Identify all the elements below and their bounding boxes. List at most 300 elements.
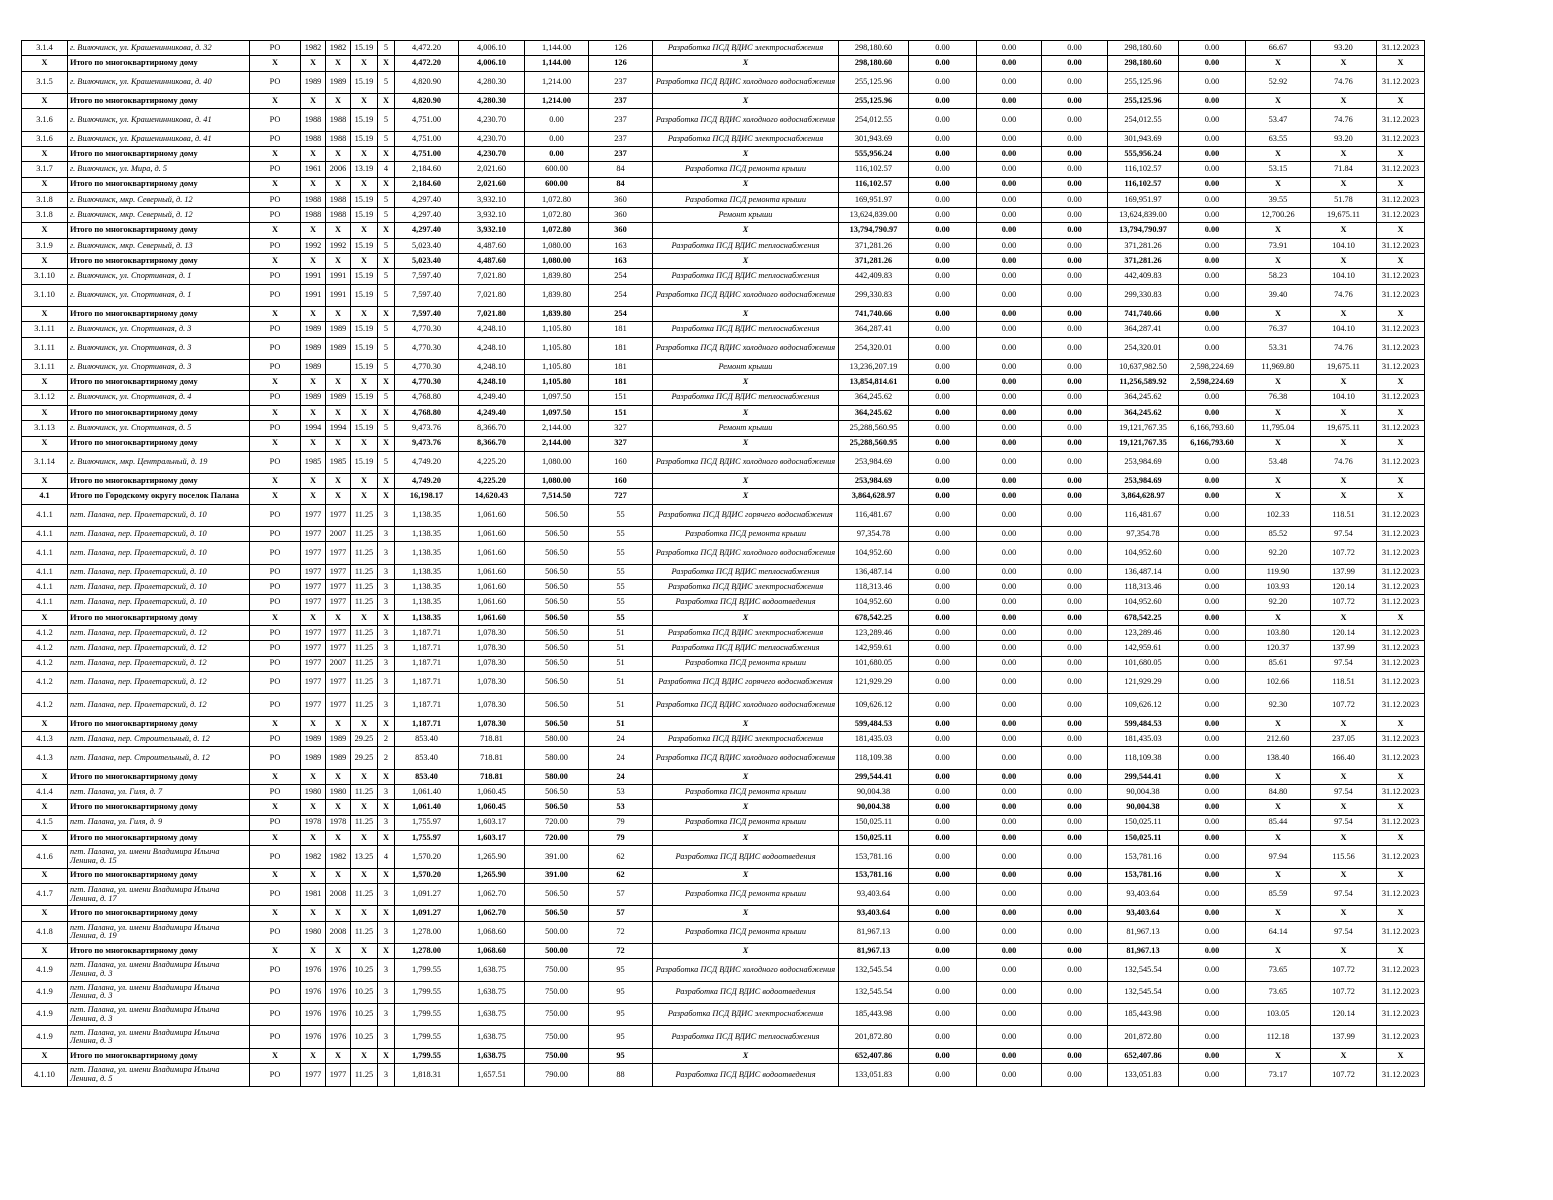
cell-cost-regional: 0.00 — [977, 504, 1042, 526]
cell-y-overhaul: X — [326, 307, 351, 322]
cell-no: X — [22, 610, 68, 625]
cell-wear: 15.19 — [351, 284, 378, 306]
cell-area-other: 1,105.80 — [525, 360, 589, 375]
cell-deadline: 31.12.2023 — [1377, 284, 1425, 306]
cell-max-unit-cost: 51.78 — [1311, 192, 1377, 207]
cell-wear: 11.25 — [351, 921, 378, 943]
cell-area-other: 1,072.80 — [525, 192, 589, 207]
cell-area-total: 4,751.00 — [395, 131, 459, 146]
cell-residents: 55 — [589, 542, 653, 564]
cell-work-type: Разработка ПСД ВДИС теплоснабжения — [653, 641, 839, 656]
cell-work-type: Разработка ПСД ВДИС холодного водоснабжения — [653, 694, 839, 716]
cell-no: 3.1.8 — [22, 192, 68, 207]
cell-area-other: 600.00 — [525, 177, 589, 192]
table-row — [22, 527, 1425, 542]
cell-area-total: 1,570.20 — [395, 846, 459, 868]
cell-area-total: 4,820.90 — [395, 93, 459, 108]
table-row — [22, 595, 1425, 610]
cell-cost-local: 0.00 — [1042, 451, 1108, 473]
cell-floors: 2 — [378, 747, 395, 769]
cell-cost-federal: 0.00 — [909, 238, 977, 253]
cell-cost-other: 0.00 — [1179, 527, 1246, 542]
cell-fund: X — [250, 405, 301, 420]
cell-area-other: 750.00 — [525, 1048, 589, 1063]
cell-address: Итого по Городскому округу поселок Палана — [68, 489, 250, 504]
cell-cost-owners: 97,354.78 — [1108, 527, 1179, 542]
cell-no: 4.1.8 — [22, 921, 68, 943]
cell-residents: 24 — [589, 769, 653, 784]
cell-residents: 181 — [589, 337, 653, 359]
cell-address: пгт. Палана, ул. Гиля, д. 9 — [68, 815, 250, 830]
cell-y-built: 1977 — [301, 504, 326, 526]
cell-y-built: 1991 — [301, 269, 326, 284]
cell-unit-cost: 52.92 — [1246, 71, 1311, 93]
cell-area-total: 4,820.90 — [395, 71, 459, 93]
cell-wear: 10.25 — [351, 1004, 378, 1026]
cell-cost-federal: 0.00 — [909, 421, 977, 436]
cell-fund: X — [250, 307, 301, 322]
cell-fund: РО — [250, 580, 301, 595]
cell-address: пгт. Палана, пер. Пролетарский, д. 12 — [68, 656, 250, 671]
cell-work-type: Разработка ПСД ВДИС электроснабжения — [653, 41, 839, 56]
cell-cost-other: 0.00 — [1179, 747, 1246, 769]
cell-cost-regional: 0.00 — [977, 177, 1042, 192]
cell-unit-cost: 120.37 — [1246, 641, 1311, 656]
cell-address: Итого по многоквартирному дому — [68, 906, 250, 921]
cell-cost-federal: 0.00 — [909, 815, 977, 830]
cell-wear: 10.25 — [351, 959, 378, 981]
cell-deadline: 31.12.2023 — [1377, 109, 1425, 131]
cell-y-overhaul: X — [326, 223, 351, 238]
cell-cost-other: 6,166,793.60 — [1179, 421, 1246, 436]
cell-cost-local: 0.00 — [1042, 269, 1108, 284]
cell-cost-local: 0.00 — [1042, 527, 1108, 542]
cell-area-living: 1,078.30 — [459, 656, 525, 671]
cell-cost-federal: 0.00 — [909, 223, 977, 238]
cell-y-overhaul: X — [326, 830, 351, 845]
cell-area-total: 4,770.30 — [395, 322, 459, 337]
cell-cost-federal: 0.00 — [909, 868, 977, 883]
cell-cost-other: 0.00 — [1179, 921, 1246, 943]
cell-max-unit-cost: X — [1311, 943, 1377, 958]
cell-fund: X — [250, 868, 301, 883]
cell-work-type: X — [653, 868, 839, 883]
cell-cost-local: 0.00 — [1042, 610, 1108, 625]
cell-cost-owners: 299,544.41 — [1108, 769, 1179, 784]
total-row — [22, 868, 1425, 883]
cell-max-unit-cost: 93.20 — [1311, 41, 1377, 56]
cell-floors: X — [378, 474, 395, 489]
cell-cost-other: 0.00 — [1179, 641, 1246, 656]
cell-area-total: 4,770.30 — [395, 337, 459, 359]
cell-unit-cost: 85.44 — [1246, 815, 1311, 830]
cell-floors: 3 — [378, 883, 395, 905]
cell-y-built: X — [301, 177, 326, 192]
cell-deadline: X — [1377, 489, 1425, 504]
cell-cost-local: 0.00 — [1042, 595, 1108, 610]
table-row — [22, 883, 1425, 905]
cell-cost-regional: 0.00 — [977, 223, 1042, 238]
cell-cost-owners: 136,487.14 — [1108, 564, 1179, 579]
cell-area-other: 580.00 — [525, 769, 589, 784]
cell-fund: РО — [250, 208, 301, 223]
cell-area-other: 1,080.00 — [525, 474, 589, 489]
cell-work-type: X — [653, 769, 839, 784]
cell-cost-owners: 3,864,628.97 — [1108, 489, 1179, 504]
cell-fund: РО — [250, 71, 301, 93]
cell-y-overhaul: 1978 — [326, 815, 351, 830]
cell-wear: X — [351, 405, 378, 420]
cell-cost-regional: 0.00 — [977, 716, 1042, 731]
cell-floors: 3 — [378, 656, 395, 671]
cell-address: пгт. Палана, пер. Строительный, д. 12 — [68, 732, 250, 747]
cell-address: пгт. Палана, пер. Пролетарский, д. 12 — [68, 626, 250, 641]
cell-cost-local: 0.00 — [1042, 943, 1108, 958]
cell-area-other: 506.50 — [525, 800, 589, 815]
cell-cost-total: 104,952.60 — [839, 595, 909, 610]
cell-residents: 237 — [589, 131, 653, 146]
cell-area-living: 1,062.70 — [459, 906, 525, 921]
cell-cost-total: 81,967.13 — [839, 943, 909, 958]
cell-unit-cost: 92.20 — [1246, 542, 1311, 564]
cell-fund: X — [250, 716, 301, 731]
cell-address: Итого по многоквартирному дому — [68, 716, 250, 731]
table-row — [22, 846, 1425, 868]
cell-cost-owners: 153,781.16 — [1108, 846, 1179, 868]
cell-y-overhaul: 1980 — [326, 785, 351, 800]
cell-deadline: X — [1377, 307, 1425, 322]
cell-cost-other: 0.00 — [1179, 223, 1246, 238]
cell-cost-total: 150,025.11 — [839, 830, 909, 845]
cell-area-living: 1,638.75 — [459, 1048, 525, 1063]
table-row — [22, 656, 1425, 671]
cell-y-built: 1980 — [301, 921, 326, 943]
cell-work-type: Разработка ПСД ВДИС теплоснабжения — [653, 322, 839, 337]
cell-floors: X — [378, 254, 395, 269]
cell-area-total: 4,297.40 — [395, 192, 459, 207]
cell-deadline: X — [1377, 56, 1425, 71]
cell-area-other: 506.50 — [525, 564, 589, 579]
cell-no: 4.1.6 — [22, 846, 68, 868]
cell-unit-cost: 92.20 — [1246, 595, 1311, 610]
cell-cost-total: 678,542.25 — [839, 610, 909, 625]
cell-area-total: 7,597.40 — [395, 269, 459, 284]
cell-area-total: 4,768.80 — [395, 390, 459, 405]
cell-area-other: 1,839.80 — [525, 307, 589, 322]
cell-y-built: X — [301, 610, 326, 625]
cell-area-total: 4,297.40 — [395, 223, 459, 238]
cell-cost-owners: 123,289.46 — [1108, 626, 1179, 641]
cell-floors: X — [378, 146, 395, 161]
cell-max-unit-cost: X — [1311, 56, 1377, 71]
cell-fund: X — [250, 375, 301, 390]
cell-area-living: 2,021.60 — [459, 162, 525, 177]
cell-floors: 5 — [378, 360, 395, 375]
cell-cost-regional: 0.00 — [977, 883, 1042, 905]
cell-y-overhaul: 1991 — [326, 284, 351, 306]
cell-cost-other: 0.00 — [1179, 1004, 1246, 1026]
cell-unit-cost: X — [1246, 830, 1311, 845]
cell-unit-cost: 102.66 — [1246, 671, 1311, 693]
cell-cost-federal: 0.00 — [909, 921, 977, 943]
cell-work-type: Разработка ПСД ВДИС холодного водоснабжения — [653, 71, 839, 93]
cell-cost-owners: 741,740.66 — [1108, 307, 1179, 322]
cell-deadline: X — [1377, 868, 1425, 883]
cell-cost-total: 652,407.86 — [839, 1048, 909, 1063]
cell-area-total: 853.40 — [395, 732, 459, 747]
cell-floors: X — [378, 830, 395, 845]
cell-deadline: 31.12.2023 — [1377, 981, 1425, 1003]
cell-cost-total: 185,443.98 — [839, 1004, 909, 1026]
cell-wear: 11.25 — [351, 641, 378, 656]
cell-floors: 5 — [378, 337, 395, 359]
cell-cost-owners: 599,484.53 — [1108, 716, 1179, 731]
cell-area-other: 580.00 — [525, 732, 589, 747]
cell-work-type: Ремонт крыши — [653, 360, 839, 375]
cell-no: X — [22, 146, 68, 161]
cell-area-total: 4,297.40 — [395, 208, 459, 223]
cell-cost-total: 153,781.16 — [839, 868, 909, 883]
cell-unit-cost: 103.93 — [1246, 580, 1311, 595]
cell-fund: РО — [250, 322, 301, 337]
cell-cost-regional: 0.00 — [977, 436, 1042, 451]
cell-area-living: 1,060.45 — [459, 785, 525, 800]
cell-area-other: 506.50 — [525, 906, 589, 921]
cell-max-unit-cost: X — [1311, 254, 1377, 269]
cell-max-unit-cost: 19,675.11 — [1311, 360, 1377, 375]
cell-cost-local: 0.00 — [1042, 337, 1108, 359]
cell-cost-local: 0.00 — [1042, 747, 1108, 769]
cell-address: пгт. Палана, ул. имени Владимира Ильича Ленина, д. 3 — [68, 959, 250, 981]
cell-deadline: 31.12.2023 — [1377, 322, 1425, 337]
cell-no: 4.1.9 — [22, 1004, 68, 1026]
cell-cost-regional: 0.00 — [977, 626, 1042, 641]
cell-address: г. Вилючинск, мкр. Центральный, д. 19 — [68, 451, 250, 473]
total-row — [22, 146, 1425, 161]
cell-area-other: 506.50 — [525, 641, 589, 656]
cell-area-other: 750.00 — [525, 1026, 589, 1048]
cell-cost-total: 81,967.13 — [839, 921, 909, 943]
table-row — [22, 421, 1425, 436]
cell-unit-cost: 64.14 — [1246, 921, 1311, 943]
cell-work-type: Разработка ПСД ВДИС водоотведения — [653, 846, 839, 868]
cell-wear: 15.19 — [351, 71, 378, 93]
cell-cost-owners: 255,125.96 — [1108, 93, 1179, 108]
cell-work-type: Разработка ПСД ВДИС теплоснабжения — [653, 238, 839, 253]
cell-residents: 57 — [589, 883, 653, 905]
cell-unit-cost: 11,969.80 — [1246, 360, 1311, 375]
cell-area-other: 1,105.80 — [525, 337, 589, 359]
cell-fund: РО — [250, 694, 301, 716]
cell-cost-owners: 181,435.03 — [1108, 732, 1179, 747]
cell-cost-owners: 253,984.69 — [1108, 451, 1179, 473]
cell-cost-local: 0.00 — [1042, 489, 1108, 504]
cell-y-built: X — [301, 716, 326, 731]
cell-area-living: 1,078.30 — [459, 626, 525, 641]
cell-y-built: X — [301, 489, 326, 504]
cell-wear: 11.25 — [351, 656, 378, 671]
cell-area-living: 1,078.30 — [459, 694, 525, 716]
cell-floors: X — [378, 223, 395, 238]
cell-unit-cost: 76.38 — [1246, 390, 1311, 405]
cell-cost-owners: 652,407.86 — [1108, 1048, 1179, 1063]
cell-cost-owners: 10,637,982.50 — [1108, 360, 1179, 375]
cell-deadline: X — [1377, 716, 1425, 731]
cell-cost-federal: 0.00 — [909, 830, 977, 845]
cell-no: 3.1.8 — [22, 208, 68, 223]
cell-area-living: 4,249.40 — [459, 405, 525, 420]
cell-unit-cost: 97.94 — [1246, 846, 1311, 868]
cell-fund: РО — [250, 421, 301, 436]
cell-unit-cost: X — [1246, 489, 1311, 504]
cell-area-other: 506.50 — [525, 504, 589, 526]
cell-wear: X — [351, 716, 378, 731]
total-row — [22, 436, 1425, 451]
cell-cost-other: 0.00 — [1179, 474, 1246, 489]
cell-area-total: 4,751.00 — [395, 146, 459, 161]
cell-deadline: 31.12.2023 — [1377, 580, 1425, 595]
cell-cost-local: 0.00 — [1042, 192, 1108, 207]
cell-cost-total: 599,484.53 — [839, 716, 909, 731]
cell-fund: РО — [250, 238, 301, 253]
cell-cost-regional: 0.00 — [977, 109, 1042, 131]
cell-wear: 11.25 — [351, 671, 378, 693]
cell-area-total: 5,023.40 — [395, 254, 459, 269]
cell-area-total: 7,597.40 — [395, 307, 459, 322]
cell-residents: 237 — [589, 146, 653, 161]
cell-wear: X — [351, 223, 378, 238]
total-row — [22, 307, 1425, 322]
cell-y-overhaul: X — [326, 800, 351, 815]
cell-cost-local: 0.00 — [1042, 542, 1108, 564]
cell-area-living: 4,006.10 — [459, 56, 525, 71]
cell-y-overhaul: 1977 — [326, 542, 351, 564]
cell-area-total: 1,799.55 — [395, 959, 459, 981]
cell-address: пгт. Палана, пер. Пролетарский, д. 12 — [68, 694, 250, 716]
total-row — [22, 800, 1425, 815]
cell-work-type: X — [653, 307, 839, 322]
cell-residents: 327 — [589, 436, 653, 451]
cell-cost-other: 0.00 — [1179, 694, 1246, 716]
cell-area-total: 1,799.55 — [395, 1048, 459, 1063]
cell-residents: 163 — [589, 254, 653, 269]
cell-cost-local: 0.00 — [1042, 580, 1108, 595]
cell-no: X — [22, 769, 68, 784]
cell-cost-total: 109,626.12 — [839, 694, 909, 716]
cell-area-other: 506.50 — [525, 785, 589, 800]
cell-cost-owners: 90,004.38 — [1108, 785, 1179, 800]
cell-address: г. Вилючинск, мкр. Северный, д. 13 — [68, 238, 250, 253]
cell-deadline: X — [1377, 943, 1425, 958]
cell-area-total: 1,091.27 — [395, 906, 459, 921]
cell-residents: 84 — [589, 177, 653, 192]
cell-cost-federal: 0.00 — [909, 1064, 977, 1086]
cell-cost-other: 0.00 — [1179, 580, 1246, 595]
cell-cost-regional: 0.00 — [977, 56, 1042, 71]
cell-cost-other: 0.00 — [1179, 238, 1246, 253]
cell-no: 3.1.10 — [22, 269, 68, 284]
cell-unit-cost: X — [1246, 223, 1311, 238]
cell-deadline: 31.12.2023 — [1377, 162, 1425, 177]
cell-y-built: 1978 — [301, 815, 326, 830]
cell-y-overhaul: 1988 — [326, 131, 351, 146]
cell-address: г. Вилючинск, ул. Спортивная, д. 4 — [68, 390, 250, 405]
cell-cost-total: 123,289.46 — [839, 626, 909, 641]
cell-y-built: 1988 — [301, 109, 326, 131]
cell-cost-federal: 0.00 — [909, 41, 977, 56]
cell-max-unit-cost: 107.72 — [1311, 542, 1377, 564]
cell-wear: 11.25 — [351, 785, 378, 800]
cell-y-overhaul: X — [326, 93, 351, 108]
cell-fund: X — [250, 474, 301, 489]
cell-work-type: Разработка ПСД ВДИС холодного водоснабжения — [653, 959, 839, 981]
cell-work-type: Разработка ПСД ВДИС холодного водоснабжения — [653, 542, 839, 564]
cell-cost-regional: 0.00 — [977, 815, 1042, 830]
cell-wear: X — [351, 254, 378, 269]
cell-max-unit-cost: 107.72 — [1311, 981, 1377, 1003]
cell-cost-federal: 0.00 — [909, 504, 977, 526]
cell-y-overhaul: 1977 — [326, 564, 351, 579]
cell-unit-cost: X — [1246, 943, 1311, 958]
cell-cost-owners: 11,256,589.92 — [1108, 375, 1179, 390]
cell-floors: X — [378, 405, 395, 420]
cell-wear: X — [351, 177, 378, 192]
table-row — [22, 564, 1425, 579]
cell-residents: 360 — [589, 208, 653, 223]
cell-unit-cost: X — [1246, 177, 1311, 192]
cell-unit-cost: 112.18 — [1246, 1026, 1311, 1048]
table-row — [22, 162, 1425, 177]
cell-floors: X — [378, 610, 395, 625]
cell-area-other: 1,105.80 — [525, 375, 589, 390]
cell-address: пгт. Палана, ул. имени Владимира Ильича Ленина, д. 3 — [68, 981, 250, 1003]
cell-address: пгт. Палана, пер. Пролетарский, д. 12 — [68, 641, 250, 656]
cell-fund: X — [250, 1048, 301, 1063]
table-row — [22, 1026, 1425, 1048]
cell-cost-other: 0.00 — [1179, 192, 1246, 207]
cell-deadline: 31.12.2023 — [1377, 131, 1425, 146]
cell-deadline: 31.12.2023 — [1377, 747, 1425, 769]
cell-work-type: X — [653, 254, 839, 269]
cell-cost-federal: 0.00 — [909, 162, 977, 177]
cell-work-type: X — [653, 436, 839, 451]
cell-fund: РО — [250, 192, 301, 207]
cell-max-unit-cost: 166.40 — [1311, 747, 1377, 769]
cell-max-unit-cost: X — [1311, 436, 1377, 451]
cell-wear: 15.19 — [351, 41, 378, 56]
cell-wear: 11.25 — [351, 595, 378, 610]
cell-area-living: 1,078.30 — [459, 671, 525, 693]
cell-floors: 3 — [378, 641, 395, 656]
cell-floors: 5 — [378, 192, 395, 207]
cell-address: пгт. Палана, пер. Пролетарский, д. 10 — [68, 564, 250, 579]
cell-cost-regional: 0.00 — [977, 146, 1042, 161]
cell-area-living: 1,061.60 — [459, 527, 525, 542]
cell-residents: 55 — [589, 564, 653, 579]
cell-cost-local: 0.00 — [1042, 626, 1108, 641]
cell-wear: X — [351, 474, 378, 489]
cell-cost-owners: 104,952.60 — [1108, 542, 1179, 564]
cell-floors: X — [378, 800, 395, 815]
cell-cost-other: 0.00 — [1179, 56, 1246, 71]
cell-residents: 95 — [589, 1026, 653, 1048]
cell-fund: РО — [250, 656, 301, 671]
cell-area-living: 4,225.20 — [459, 474, 525, 489]
cell-cost-total: 299,330.83 — [839, 284, 909, 306]
cell-cost-total: 298,180.60 — [839, 56, 909, 71]
cell-area-living: 4,280.30 — [459, 71, 525, 93]
table-row — [22, 390, 1425, 405]
